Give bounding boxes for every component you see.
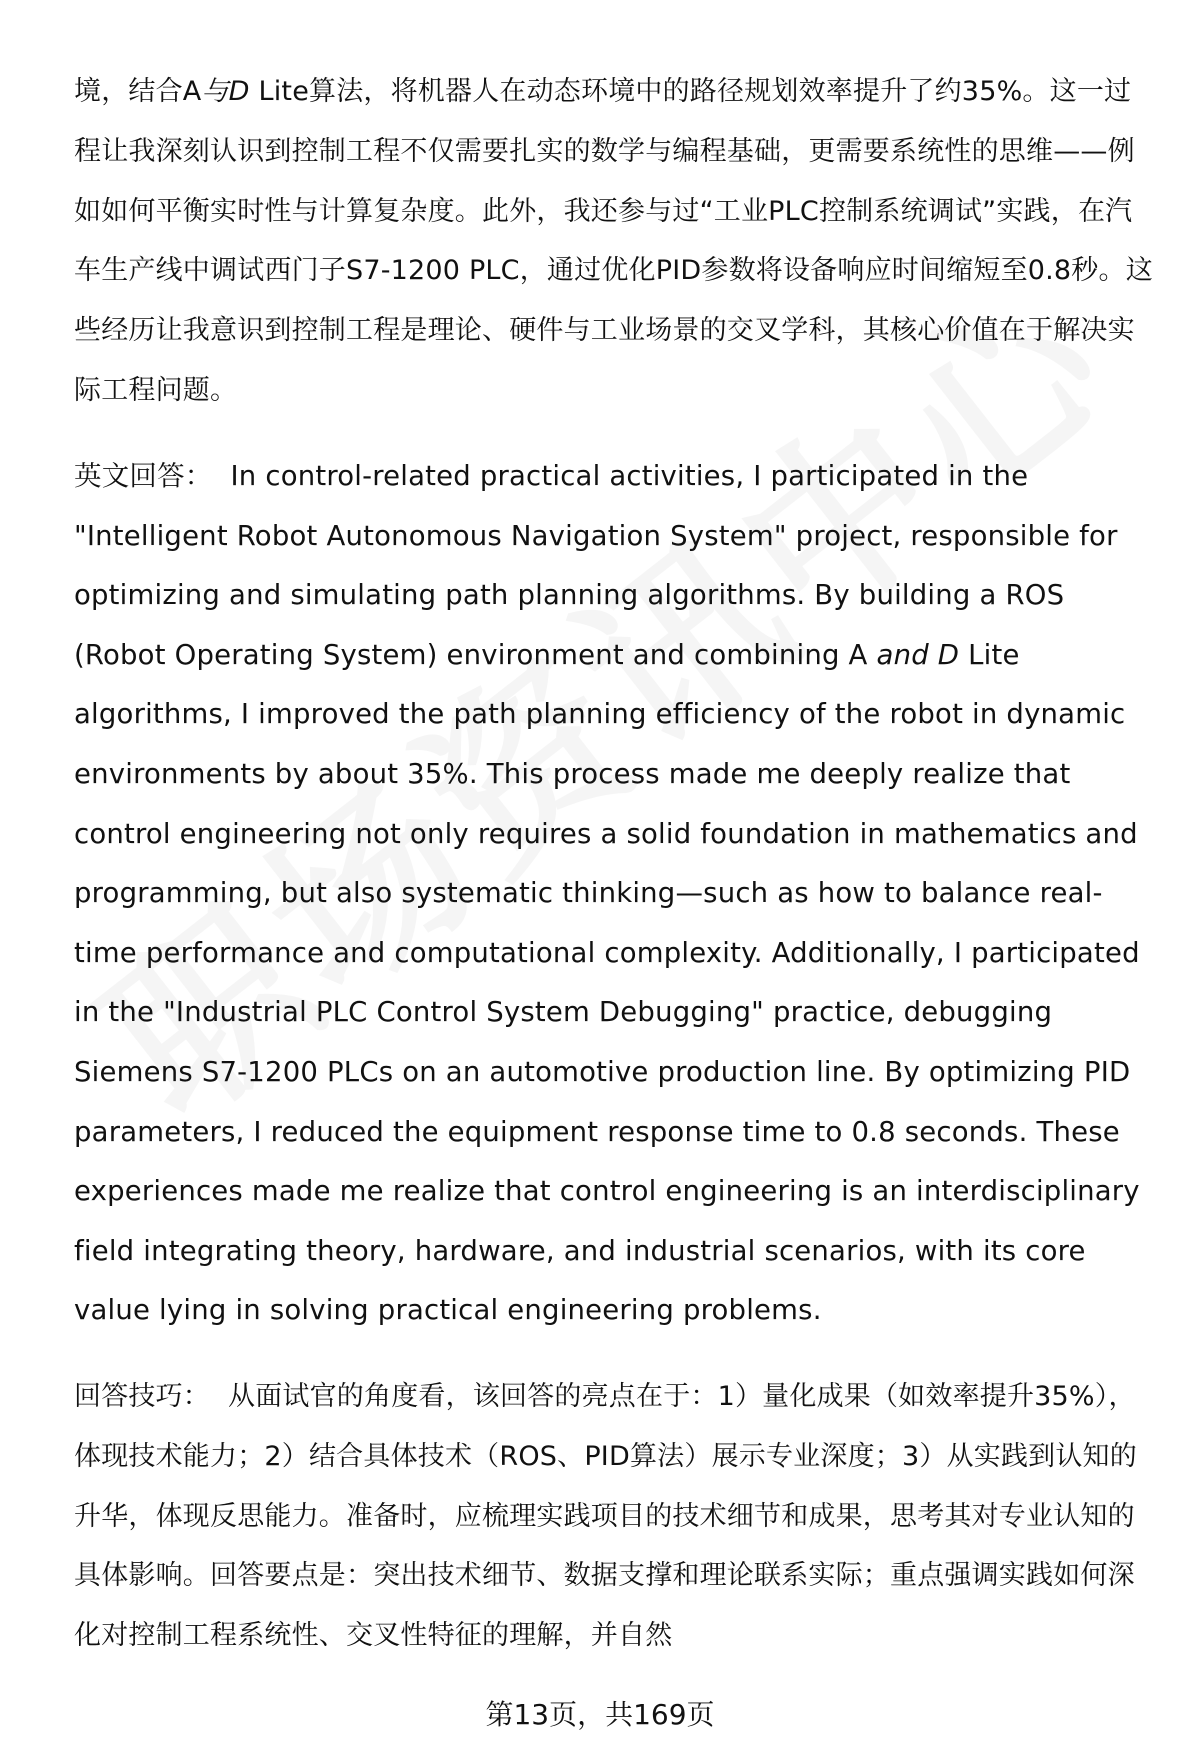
page-number: 第13页，共169页 [485, 1698, 715, 1731]
english-answer-label: 英文回答： [74, 460, 213, 492]
chinese-answer-paragraph [74, 62, 1154, 421]
english-answer-italic-text: and D [876, 638, 960, 671]
chinese-answer-text-part2: Lite算法，将机器人在动态环境中的路径规划效率提升了约35%。这一过程让我深刻认识到控制工程不仅需要扎实的数学与编程基础，更需要系统性的思维——例如如何平衡实时性与计算复杂度。此外，我还参与过“工业PLC控制系统调试”实践，在汽车生产线中调试西门子S7-1200 PLC，通过优化PID参数将设备响应时间缩短至0.8秒。这些经历让我意识到控制工程是理论、硬件与工业场景的交叉学科，其核心价值在于解决实际工程问题。 [74, 76, 1153, 406]
english-answer-text-part1: In control-related practical activities, I participated in the "Intelligent Robot Autonomous Navigation System" project, responsible for optimizing and simulating path planning algorithms. By building a ROS (Robot Operating System) environment and combining A [74, 460, 1118, 671]
chinese-answer-italic-text: 与D [201, 76, 250, 107]
english-answer-text-part2: Lite algorithms, I improved the path planning efficiency of the robot in dynamic environments by about 35%. This process made me deeply realize that control engineering not only requires a solid foundation in mathematics and programming, but also systematic thinking—such as how to balance real-time performance and computational complexity. Additionally, I participated in the "Industrial PLC Control System Debugging" practice, debugging Siemens S7-1200 PLCs on an automotive production line. By optimizing PID parameters, I reduced the equipment response time to 0.8 seconds. These experiences made me realize that control engineering is an interdisciplinary field integrating theory, hardware, and industrial scenarios, with its core value lying in solving practical engineering problems. [74, 638, 1140, 1327]
chinese-answer-text-part1: 境，结合A [74, 76, 202, 107]
answer-tips-text: 从面试官的角度看，该回答的亮点在于：1）量化成果（如效率提升35%），体现技术能力；2）结合具体技术（ROS、PID算法）展示专业深度；3）从实践到认知的升华，体现反思能力。准备时，应梳理实践项目的技术细节和成果，思考其对专业认知的具体影响。回答要点是：突出技术细节、数据支撑和理论联系实际；重点强调实践如何深化对控制工程系统性、交叉性特征的理解，并自然 [74, 1381, 1137, 1652]
answer-tips-label: 回答技巧： [74, 1381, 210, 1412]
english-answer-paragraph [74, 447, 1154, 1341]
answer-tips-paragraph [74, 1367, 1154, 1666]
